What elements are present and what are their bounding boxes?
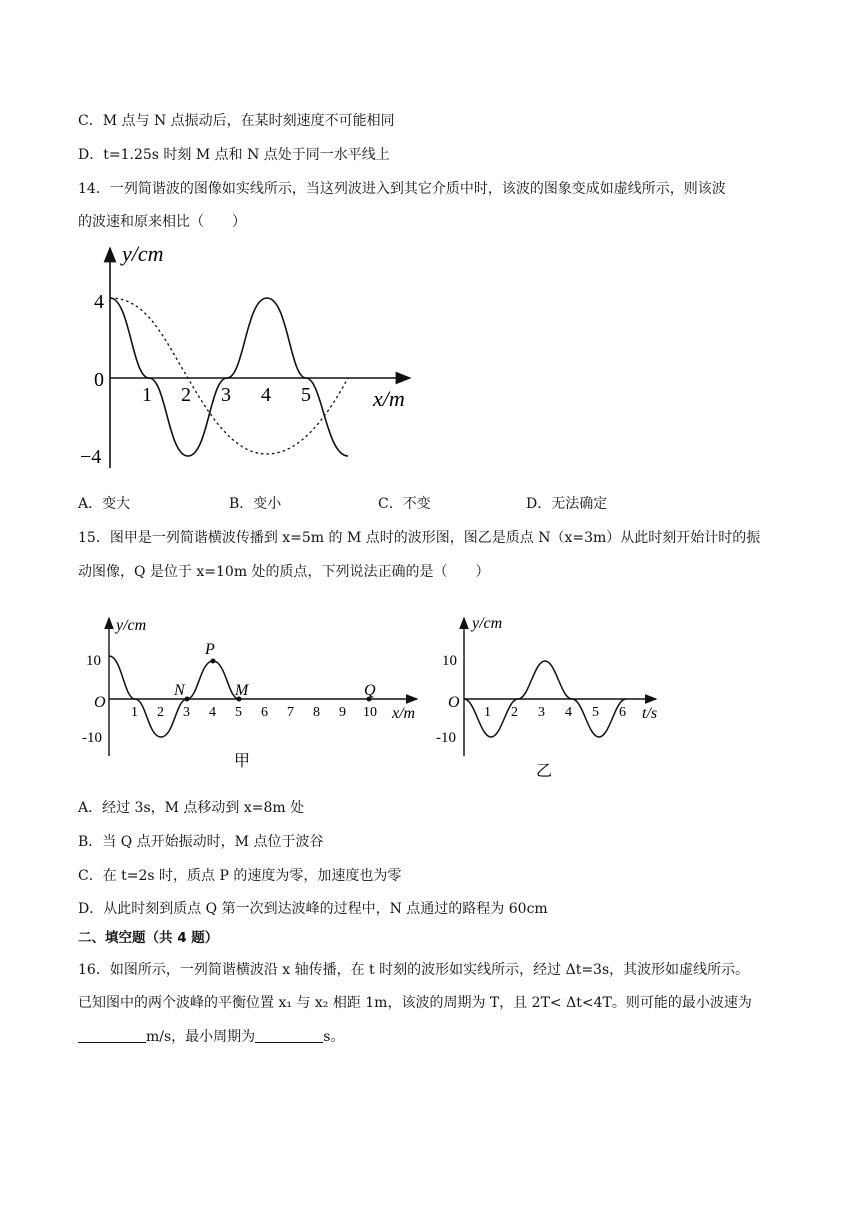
- q14-stem-line2: 的波速和原来相比（ ）: [78, 214, 246, 230]
- jia-xtick-6: 6: [261, 705, 268, 720]
- q14-ytick-0: 0: [94, 369, 104, 391]
- q15-option-a: A．经过 3s，M 点移动到 x=8m 处: [78, 800, 305, 816]
- q14-xtick-1: 1: [142, 384, 152, 406]
- yi-xtick-4: 4: [565, 705, 572, 720]
- q15-stem-line2: 动图像，Q 是位于 x=10m 处的质点，下列说法正确的是（ ）: [78, 564, 490, 580]
- q16-unit1: m/s，最小周期为: [146, 1029, 256, 1045]
- q14-x-label: x/m: [373, 386, 405, 411]
- jia-ytick-neg10: -10: [82, 730, 102, 746]
- yi-ytick-10: 10: [442, 653, 457, 669]
- q16-blank-period[interactable]: [255, 1028, 323, 1043]
- q14-wave-graph: [70, 236, 430, 476]
- jia-y-label: y/cm: [116, 617, 147, 634]
- jia-xtick-7: 7: [287, 705, 294, 720]
- yi-xtick-2: 2: [511, 705, 518, 720]
- q14-option-c: C．不变: [378, 496, 431, 512]
- yi-origin: O: [448, 694, 460, 711]
- q14-ytick-4: 4: [94, 291, 104, 313]
- jia-label-p: P: [205, 641, 215, 658]
- q15-graph-jia: [82, 606, 427, 786]
- q16-unit2: s。: [323, 1029, 345, 1045]
- jia-point-n: [185, 697, 190, 702]
- jia-xtick-2: 2: [157, 705, 164, 720]
- q15-option-b: B．当 Q 点开始振动时，M 点位于波谷: [78, 834, 324, 850]
- yi-caption: 乙: [536, 763, 553, 780]
- q14-xtick-3: 3: [221, 384, 231, 406]
- q16-blank-velocity[interactable]: [78, 1028, 146, 1043]
- jia-xtick-9: 9: [339, 705, 346, 720]
- q15-option-c: C．在 t=2s 时，质点 P 的速度为零，加速度也为零: [78, 868, 402, 884]
- jia-label-q: Q: [364, 682, 376, 699]
- q16-stem-line3: [78, 1027, 344, 1047]
- jia-caption: 甲: [234, 753, 251, 770]
- q14-option-b: B．变小: [229, 496, 282, 512]
- yi-xtick-3: 3: [538, 705, 545, 720]
- q13-option-c: C．M 点与 N 点振动后，在某时刻速度不可能相同: [78, 113, 395, 129]
- q14-xtick-5: 5: [301, 384, 311, 406]
- q13-option-d: D．t=1.25s 时刻 M 点和 N 点处于同一水平线上: [78, 147, 390, 163]
- yi-y-label: y/cm: [472, 615, 503, 632]
- yi-xtick-1: 1: [484, 705, 491, 720]
- q15-graph-yi: [432, 606, 672, 786]
- jia-xtick-1: 1: [131, 705, 138, 720]
- q14-solid-wave: [110, 298, 348, 456]
- jia-xtick-4: 4: [209, 705, 216, 720]
- section-fill-blank-heading: 二、填空题（共 4 题）: [78, 930, 219, 946]
- jia-xtick-10: 10: [363, 705, 377, 720]
- q15-stem-line1: 15．图甲是一列简谐横波传播到 x=5m 的 M 点时的波形图，图乙是质点 N（x=3m）从此时刻开始计时的振: [78, 530, 761, 546]
- jia-xtick-8: 8: [313, 705, 320, 720]
- q16-stem-line2: 已知图中的两个波峰的平衡位置 x₁ 与 x₂ 相距 1m，该波的周期为 T，且 2T< Δt<4T。则可能的最小波速为: [78, 995, 752, 1011]
- jia-ytick-10: 10: [86, 653, 101, 669]
- q14-option-d: D．无法确定: [526, 496, 608, 512]
- yi-x-label: t/s: [642, 705, 658, 722]
- q14-xtick-2: 2: [181, 384, 191, 406]
- jia-xticks: [131, 705, 377, 720]
- q14-ytick-neg4: −4: [80, 446, 102, 468]
- jia-origin: O: [94, 694, 106, 711]
- jia-xtick-3: 3: [183, 705, 190, 720]
- jia-x-label: x/m: [392, 705, 416, 722]
- jia-xtick-5: 5: [235, 705, 242, 720]
- jia-label-n: N: [174, 682, 185, 699]
- q14-option-a: A．变大: [78, 496, 131, 512]
- q14-xtick-4: 4: [261, 384, 271, 406]
- q14-stem-line1: 14．一列简谐波的图像如实线所示，当这列波进入到其它介质中时，该波的图象变成如虚线所示，则该波: [78, 181, 726, 197]
- yi-ytick-neg10: -10: [436, 730, 456, 746]
- q14-y-label: y/cm: [122, 241, 164, 266]
- yi-xtick-6: 6: [619, 705, 626, 720]
- q15-option-d: D．从此时刻到质点 Q 第一次到达波峰的过程中，N 点通过的路程为 60cm: [78, 901, 548, 917]
- q16-stem-line1: 16．如图所示，一列简谐横波沿 x 轴传播，在 t 时刻的波形如实线所示，经过 Δt=3s，其波形如虚线所示。: [78, 962, 750, 978]
- jia-label-m: M: [235, 682, 249, 699]
- jia-point-p: [211, 659, 216, 664]
- yi-xtick-5: 5: [592, 705, 599, 720]
- q14-options: [78, 494, 778, 514]
